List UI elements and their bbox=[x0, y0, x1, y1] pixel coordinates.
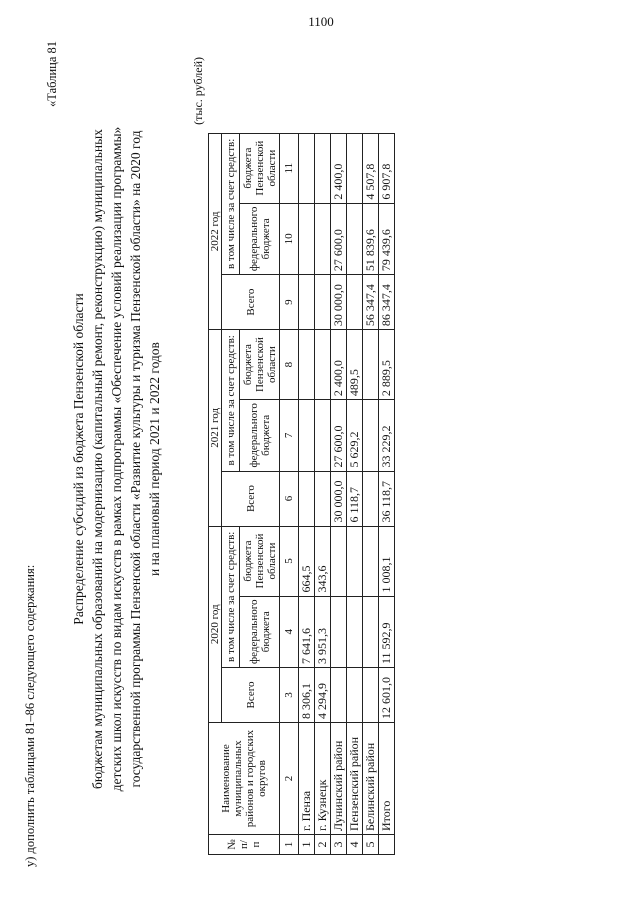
row-name: г. Пенза bbox=[299, 723, 315, 835]
header-year-2022: 2022 год bbox=[209, 133, 222, 329]
table-row bbox=[299, 133, 315, 854]
cell-total-2022: 56 347,4 bbox=[363, 275, 379, 330]
cell-total-2021 bbox=[363, 471, 379, 526]
col-number: 10 bbox=[280, 203, 299, 274]
table-title-line-5: и на плановый период 2021 и 2022 годов bbox=[147, 342, 162, 576]
rotated-page-content bbox=[15, 33, 625, 885]
row-no: 1 bbox=[299, 835, 315, 855]
cell-total-2020 bbox=[331, 668, 347, 723]
cell-regional-2021: 489,5 bbox=[347, 330, 363, 400]
row-no: 4 bbox=[347, 835, 363, 855]
col-number: 6 bbox=[280, 471, 299, 526]
header-regional-2022: бюджета Пензенской области bbox=[240, 133, 280, 203]
col-number: 8 bbox=[280, 330, 299, 400]
cell-regional-2020 bbox=[347, 526, 363, 596]
header-incl-2022: в том числе за счет средств: bbox=[222, 133, 240, 274]
cell-total-2020 bbox=[347, 668, 363, 723]
cell-regional-2021 bbox=[363, 330, 379, 400]
col-number: 1 bbox=[280, 835, 299, 855]
col-number: 11 bbox=[280, 133, 299, 203]
cell-total-2021: 6 118,7 bbox=[347, 471, 363, 526]
cell-regional-2020 bbox=[331, 526, 347, 596]
cell-federal-2021: 5 629,2 bbox=[347, 400, 363, 471]
cell-federal-2020: 11 592,9 bbox=[379, 596, 395, 667]
cell-federal-2022: 51 839,6 bbox=[363, 203, 379, 274]
table-title-line-3: детских школ искусств по видам искусств в рамках подпрограммы «Обеспечение условий реализации программы» bbox=[109, 126, 124, 792]
table-row bbox=[363, 133, 379, 854]
col-number: 5 bbox=[280, 526, 299, 596]
row-no: 5 bbox=[363, 835, 379, 855]
cell-regional-2022: 2 400,0 bbox=[331, 133, 347, 203]
header-no: № п/п bbox=[209, 835, 280, 855]
header-regional-2020: бюджета Пензенской области bbox=[240, 526, 280, 596]
cell-regional-2020 bbox=[363, 526, 379, 596]
cell-federal-2020 bbox=[363, 596, 379, 667]
cell-total-2020 bbox=[363, 668, 379, 723]
header-incl-2020: в том числе за счет средств: bbox=[222, 526, 240, 667]
cell-total-2022 bbox=[299, 275, 315, 330]
cell-regional-2021: 2 889,5 bbox=[379, 330, 395, 400]
header-federal-2020: федерального бюджета bbox=[240, 596, 280, 667]
cell-regional-2020: 664,5 bbox=[299, 526, 315, 596]
cell-regional-2021 bbox=[315, 330, 331, 400]
cell-federal-2021: 33 229,2 bbox=[379, 400, 395, 471]
cell-federal-2022: 79 439,6 bbox=[379, 203, 395, 274]
cell-federal-2020 bbox=[331, 596, 347, 667]
cell-federal-2022 bbox=[347, 203, 363, 274]
header-federal-2022: федерального бюджета bbox=[240, 203, 280, 274]
cell-federal-2022: 27 600,0 bbox=[331, 203, 347, 274]
cell-federal-2020 bbox=[347, 596, 363, 667]
cell-regional-2022: 4 507,8 bbox=[363, 133, 379, 203]
cell-total-2022: 30 000,0 bbox=[331, 275, 347, 330]
table-title-line-1: Распределение субсидий из бюджета Пензенской области bbox=[71, 293, 86, 625]
cell-regional-2022 bbox=[347, 133, 363, 203]
cell-federal-2022 bbox=[299, 203, 315, 274]
cell-federal-2021 bbox=[315, 400, 331, 471]
header-total-2021: Всего bbox=[222, 471, 280, 526]
cell-total-2020: 8 306,1 bbox=[299, 668, 315, 723]
cell-federal-2021 bbox=[299, 400, 315, 471]
column-number-row bbox=[280, 133, 299, 854]
row-no: 3 bbox=[331, 835, 347, 855]
header-total-2022: Всего bbox=[222, 275, 280, 330]
cell-federal-2021 bbox=[363, 400, 379, 471]
table-label: «Таблица 81 bbox=[45, 41, 59, 107]
header-regional-2021: бюджета Пензенской области bbox=[240, 330, 280, 400]
header-total-2020: Всего bbox=[222, 668, 280, 723]
subsidy-table bbox=[208, 133, 395, 855]
header-name: Наименование муниципальных районов и городских округов bbox=[209, 723, 280, 835]
cell-total-2021 bbox=[315, 471, 331, 526]
table-title-line-2: бюджетам муниципальных образований на модернизацию (капитальный ремонт, реконструкцию) муниципальных bbox=[90, 129, 105, 789]
cell-regional-2022 bbox=[299, 133, 315, 203]
row-name: Белинский район bbox=[363, 723, 379, 835]
cell-total-2022 bbox=[315, 275, 331, 330]
header-incl-2021: в том числе за счет средств: bbox=[222, 330, 240, 471]
row-name: Лунинский район bbox=[331, 723, 347, 835]
table-row bbox=[315, 133, 331, 854]
row-no: 2 bbox=[315, 835, 331, 855]
cell-total-2021: 36 118,7 bbox=[379, 471, 395, 526]
cell-federal-2021: 27 600,0 bbox=[331, 400, 347, 471]
cell-regional-2021 bbox=[299, 330, 315, 400]
cell-total-2022 bbox=[347, 275, 363, 330]
cell-regional-2022 bbox=[315, 133, 331, 203]
cell-regional-2020: 343,6 bbox=[315, 526, 331, 596]
units-label: (тыс. рублей) bbox=[191, 57, 205, 125]
cell-regional-2021: 2 400,0 bbox=[331, 330, 347, 400]
cell-total-2020: 4 294,9 bbox=[315, 668, 331, 723]
cell-total-2021 bbox=[299, 471, 315, 526]
cell-total-2022: 86 347,4 bbox=[379, 275, 395, 330]
col-number: 4 bbox=[280, 596, 299, 667]
table-row bbox=[347, 133, 363, 854]
row-name: Пензенский район bbox=[347, 723, 363, 835]
table-title-line-4: государственной программы Пензенской области «Развитие культуры и туризма Пензенской области» на 2020 год bbox=[128, 130, 143, 788]
cell-total-2020: 12 601,0 bbox=[379, 668, 395, 723]
row-name: г. Кузнецк bbox=[315, 723, 331, 835]
col-number: 9 bbox=[280, 275, 299, 330]
intro-text: у) дополнить таблицами 81–86 следующего содержания: bbox=[23, 564, 37, 867]
cell-federal-2020: 3 951,3 bbox=[315, 596, 331, 667]
col-number: 7 bbox=[280, 400, 299, 471]
col-number: 2 bbox=[280, 723, 299, 835]
cell-total-2021: 30 000,0 bbox=[331, 471, 347, 526]
row-name: Итого bbox=[379, 723, 395, 835]
cell-federal-2020: 7 641,6 bbox=[299, 596, 315, 667]
page-number: 1100 bbox=[308, 14, 334, 29]
col-number: 3 bbox=[280, 668, 299, 723]
header-year-2020: 2020 год bbox=[209, 526, 222, 722]
table-row bbox=[331, 133, 347, 854]
row-no bbox=[379, 835, 395, 855]
cell-regional-2020: 1 008,1 bbox=[379, 526, 395, 596]
cell-federal-2022 bbox=[315, 203, 331, 274]
table-row-total bbox=[379, 133, 395, 854]
cell-regional-2022: 6 907,8 bbox=[379, 133, 395, 203]
header-year-2021: 2021 год bbox=[209, 330, 222, 526]
header-federal-2021: федерального бюджета bbox=[240, 400, 280, 471]
